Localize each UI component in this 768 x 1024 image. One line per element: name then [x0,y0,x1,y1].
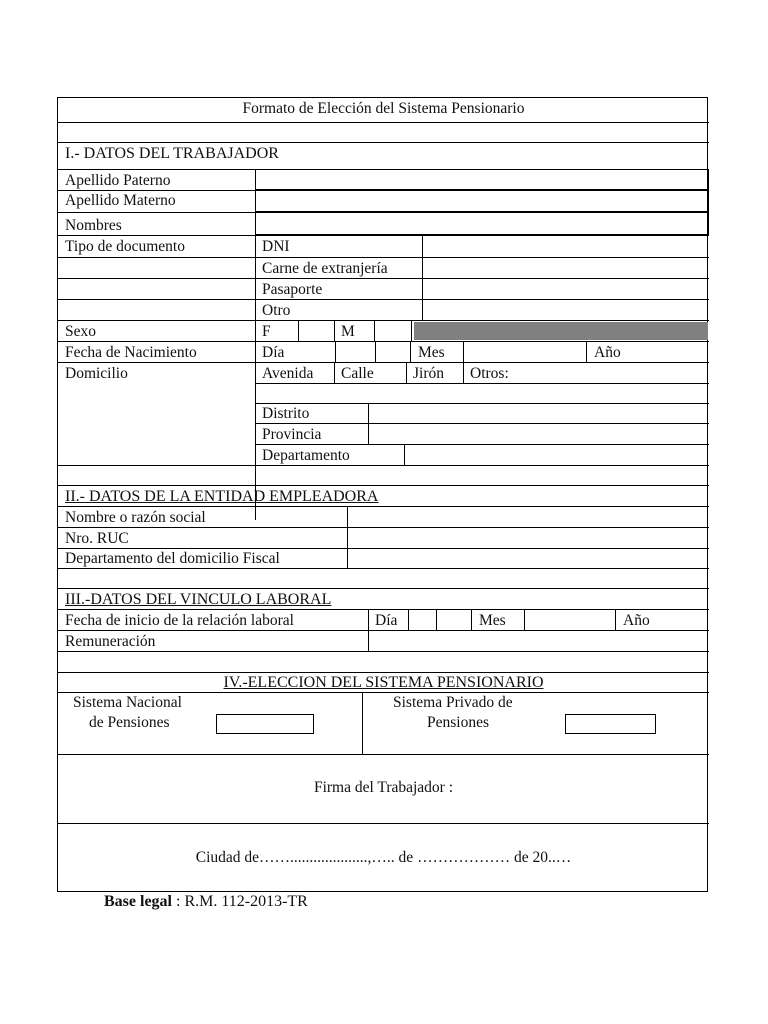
field-apellido-paterno[interactable] [255,169,709,190]
row-divider [58,278,709,279]
spp-checkbox[interactable] [565,714,656,734]
row-divider [58,672,709,673]
column-divider [436,609,437,630]
domicilio-avenida: Avenida [262,365,314,382]
column-divider [411,320,412,341]
column-divider [335,341,336,362]
column-divider [362,692,363,754]
fecha-nac-dia-label: Día [262,344,285,361]
column-divider [334,362,335,383]
section-1-heading: I.- DATOS DEL TRABAJADOR [65,145,279,162]
row-divider [58,588,709,589]
row-divider [255,383,709,384]
label-distrito: Distrito [262,405,310,422]
row-divider [58,527,709,528]
fecha-nac-mes-label: Mes [418,344,445,361]
label-nombres: Nombres [65,217,122,234]
section-4-heading: IV.-ELECCION DEL SISTEMA PENSIONARIO [223,674,544,691]
row-divider [58,823,709,824]
column-divider [347,506,348,568]
domicilio-calle: Calle [341,365,374,382]
fecha-inicio-dia-label: Día [375,612,398,629]
row-divider [255,403,709,404]
row-divider [58,568,709,569]
doc-option-dni: DNI [262,238,290,255]
label-domicilio: Domicilio [65,365,128,382]
column-divider [410,341,411,362]
snp-label-line2: de Pensiones [89,714,170,731]
doc-option-otro: Otro [262,302,291,319]
row-divider [58,651,709,652]
field-nombres[interactable] [255,212,709,235]
column-divider [463,341,464,362]
spp-label-line1: Sistema Privado de [393,694,513,711]
row-divider [58,362,709,363]
row-divider [58,485,709,486]
spp-label-line2: Pensiones [427,714,489,731]
label-ruc: Nro. RUC [65,530,129,547]
row-divider [58,506,709,507]
snp-label-line1: Sistema Nacional [73,694,182,711]
sexo-m-label: M [341,323,355,340]
fecha-inicio-anio-label: Año [623,612,650,629]
fecha-nac-anio-label: Año [594,344,621,361]
field-apellido-materno[interactable] [255,190,709,212]
row-divider [58,465,709,466]
sexo-f-box[interactable] [298,320,334,341]
row-divider [58,548,709,549]
column-divider [408,609,409,630]
column-divider [615,609,616,630]
label-fecha-nacimiento: Fecha de Nacimiento [65,344,197,361]
ciudad-fecha-line: Ciudad de……....................,….. de ……………… de 20..… [195,849,572,866]
column-divider [406,362,407,383]
row-divider [58,692,709,693]
row-divider [58,235,709,236]
pension-election-form [57,97,708,892]
row-divider [58,341,709,342]
label-apellido-paterno: Apellido Paterno [65,172,171,189]
sexo-f-label: F [262,323,271,340]
sexo-m-box[interactable] [374,320,411,341]
label-sexo: Sexo [65,323,96,340]
row-divider [58,299,709,300]
base-legal-label: Base legal [104,893,172,910]
section-3-heading: III.-DATOS DEL VINCULO LABORAL [65,591,332,608]
base-legal-text: : R.M. 112-2013-TR [172,893,308,910]
label-razon-social: Nombre o razón social [65,509,206,526]
row-divider [58,609,709,610]
row-divider [58,257,709,258]
domicilio-otros: Otros: [470,365,509,382]
label-departamento: Departamento [262,447,350,464]
label-apellido-materno: Apellido Materno [65,192,176,209]
section-2-heading: II.- DATOS DE LA ENTIDAD EMPLEADORA [65,488,379,505]
column-divider [586,341,587,362]
doc-option-pasaporte: Pasaporte [262,281,323,298]
row-divider [58,630,709,631]
row-divider [58,122,709,123]
column-divider [524,609,525,630]
fecha-inicio-mes-label: Mes [479,612,506,629]
base-legal [104,893,308,911]
snp-checkbox[interactable] [216,714,314,734]
doc-option-carne: Carne de extranjería [262,260,388,277]
label-fecha-inicio: Fecha de inicio de la relación laboral [65,612,294,629]
column-divider [471,609,472,630]
column-divider [463,362,464,383]
shaded-cell [414,322,708,340]
label-tipo-documento: Tipo de documento [65,238,185,255]
firma-trabajador: Firma del Trabajador : [313,779,454,796]
row-divider [255,444,709,445]
row-divider [255,423,709,424]
column-divider [334,320,335,341]
label-domicilio-fiscal: Departamento del domicilio Fiscal [65,550,280,567]
row-divider [58,754,709,755]
column-divider [375,341,376,362]
column-divider [404,444,405,465]
label-remuneracion: Remuneración [65,633,156,650]
form-title: Formato de Elección del Sistema Pensionario [242,100,525,117]
row-divider [58,142,709,143]
label-provincia: Provincia [262,426,322,443]
domicilio-jiron: Jirón [413,365,444,382]
